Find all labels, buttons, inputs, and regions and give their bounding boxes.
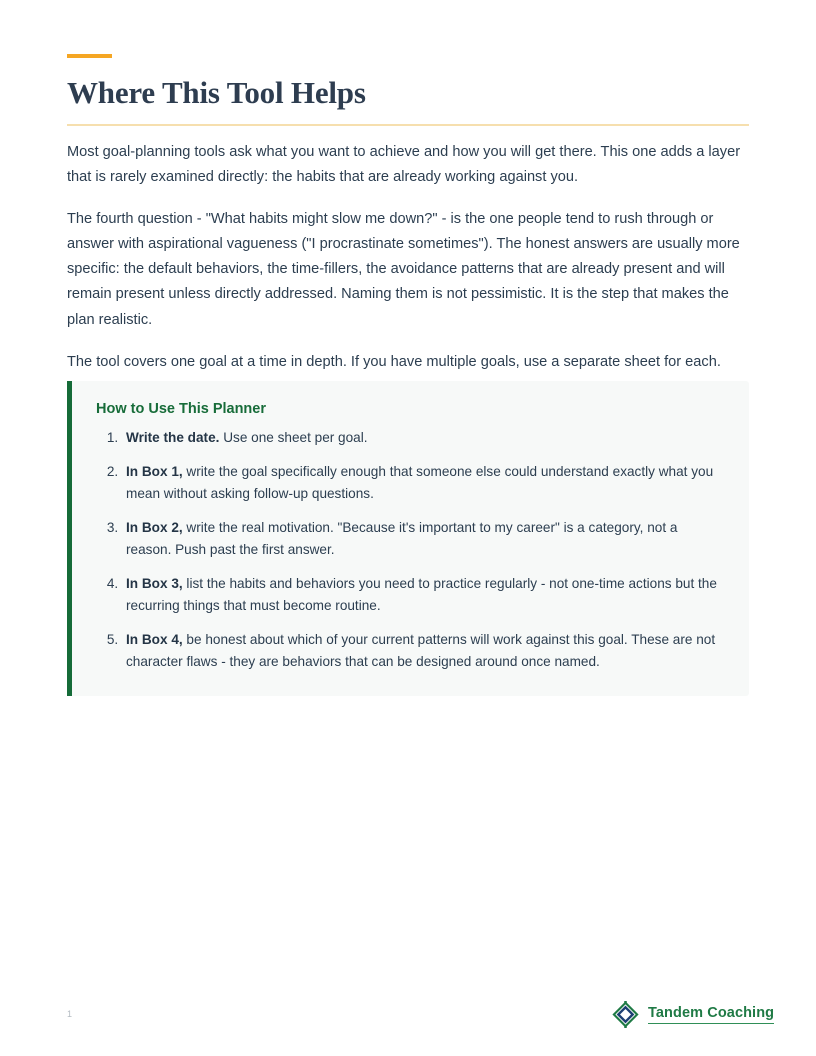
list-item [122, 629, 721, 672]
list-item [122, 427, 721, 448]
intro-section [67, 140, 749, 375]
page-number: 1 [67, 1009, 73, 1019]
intro-paragraph-1: Most goal-planning tools ask what you want to achieve and how you will get there. This one adds a layer that is rarely examined directly: the habits that are already working against you. [67, 144, 741, 186]
brand-logo [612, 1001, 774, 1028]
orange-accent-bar [67, 54, 112, 58]
diamond-logo-icon [612, 1001, 639, 1028]
list-item [122, 517, 721, 560]
intro-paragraph-3: The tool covers one goal at a time in depth. If you have multiple goals, use a separate sheet for each. [67, 353, 721, 370]
list-item [122, 573, 721, 616]
list-item-lead: In Box 2, [126, 520, 183, 536]
brand-name: Tandem Coaching [648, 1005, 774, 1024]
list-item-text: Use one sheet per goal. [219, 429, 368, 445]
list-item [122, 461, 721, 504]
page-header [67, 54, 749, 126]
list-item-lead: In Box 4, [126, 632, 183, 648]
how-to-use-callout [67, 381, 749, 696]
list-item-lead: In Box 1, [126, 464, 183, 480]
list-item-text: list the habits and behaviors you need to practice regularly - not one-time actions but the recurring things that must become routine. [126, 576, 717, 613]
callout-heading: How to Use This Planner [96, 401, 266, 417]
list-item-text: write the real motivation. "Because it's important to my career" is a category, not a reason. Push past the first answer. [126, 520, 678, 557]
intro-paragraph-2: The fourth question - "What habits might slow me down?" - is the one people tend to rush through or answer with aspirational vagueness ("I procrastinate sometimes"). The honest answers are usually more specific: the default behaviors, the time-fillers, the avoidance patterns that are already present and will remain present unless directly addressed. Naming them is not pessimistic. It is the step that makes the plan realistic. [67, 211, 740, 328]
list-item-text: be honest about which of your current patterns will work against this goal. These are not character flaws - they are behaviors that can be designed around once named. [126, 632, 716, 669]
list-item-lead: In Box 3, [126, 576, 183, 592]
list-item-lead: Write the date. [126, 429, 220, 445]
title-divider-rule [67, 124, 749, 126]
callout-instruction-list [96, 427, 721, 672]
page-title: Where This Tool Helps [67, 75, 366, 110]
list-item-text: write the goal specifically enough that someone else could understand exactly what you mean without asking follow-up questions. [126, 464, 714, 501]
